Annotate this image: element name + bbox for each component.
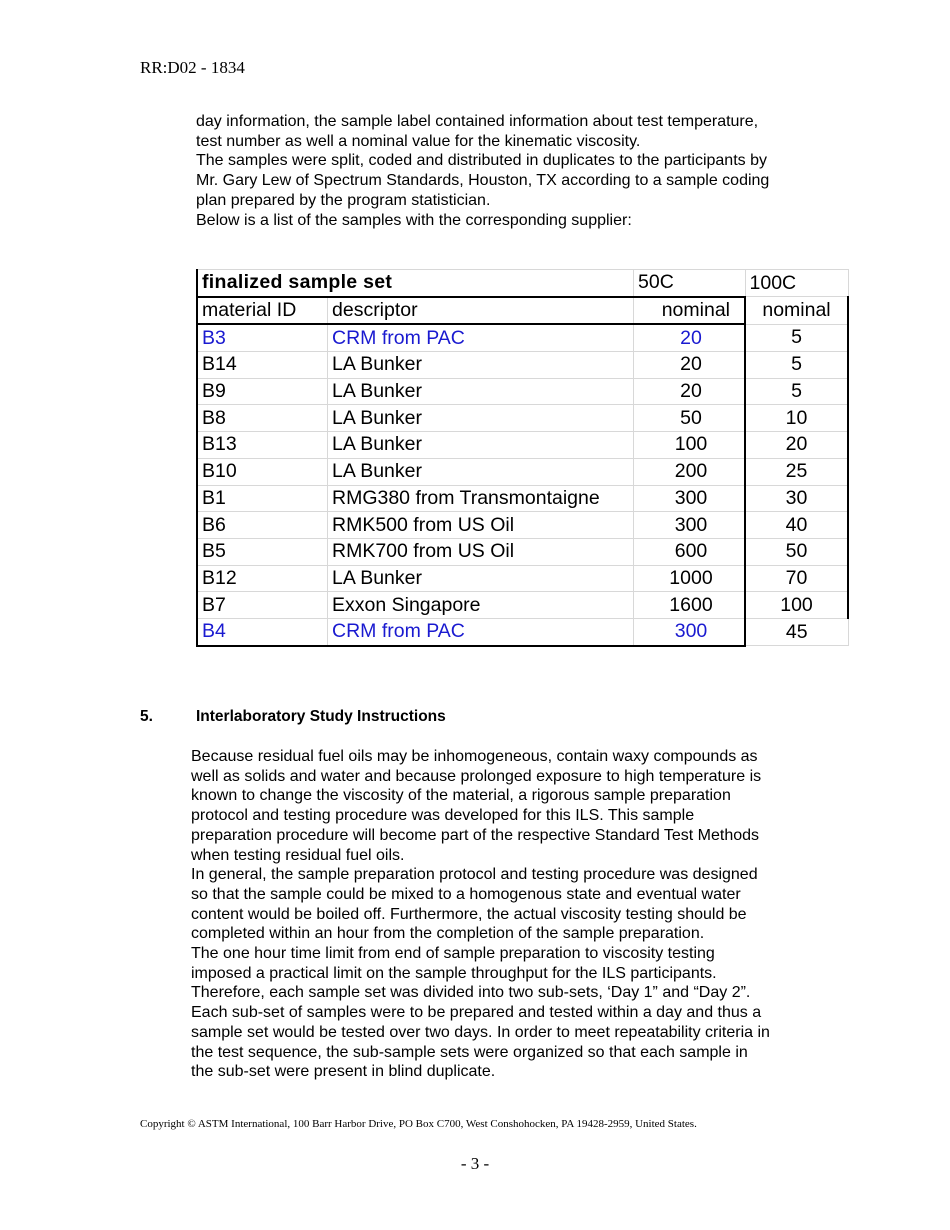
nominal-50c-cell: 300 <box>634 512 746 539</box>
section-title: Interlaboratory Study Instructions <box>196 708 446 725</box>
table-title: finalized sample set <box>197 270 634 297</box>
text-line: well as solids and water and because prolonged exposure to high temperature is <box>191 767 762 785</box>
material-id-cell: B12 <box>197 565 328 592</box>
descriptor-cell: RMK700 from US Oil <box>328 538 634 565</box>
table-title-row <box>197 270 848 297</box>
text-line: Mr. Gary Lew of Spectrum Standards, Houston, TX according to a sample coding <box>196 172 770 190</box>
text-line: Because residual fuel oils may be inhomogeneous, contain waxy compounds as <box>191 748 758 765</box>
nominal-100c-cell: 20 <box>745 432 848 459</box>
nominal-50c-cell: 1600 <box>634 592 746 619</box>
text-line: sample set would be tested over two days. In order to meet repeatability criteria in <box>191 1023 770 1041</box>
nominal-50c-cell: 100 <box>634 432 746 459</box>
nominal-50c-cell: 200 <box>634 458 746 485</box>
col-nominal-50: nominal <box>634 297 746 325</box>
descriptor-cell: RMG380 from Transmontaigne <box>328 485 634 512</box>
page-number: - 3 - <box>460 1154 490 1173</box>
material-id-cell: B13 <box>197 432 328 459</box>
material-id-cell: B7 <box>197 592 328 619</box>
temp-100c-header: 100C <box>745 270 848 297</box>
material-id-cell: B4 <box>197 618 328 645</box>
text-line: Each sub-set of samples were to be prepared and tested within a day and thus a <box>191 1004 762 1022</box>
table-row <box>197 618 848 645</box>
material-id-cell: B3 <box>197 324 328 351</box>
col-nominal-100: nominal <box>745 297 848 325</box>
table-row <box>197 378 848 405</box>
table-row <box>197 324 848 351</box>
nominal-100c-cell: 70 <box>745 565 848 592</box>
table-row <box>197 458 848 485</box>
material-id-cell: B9 <box>197 378 328 405</box>
text-line: plan prepared by the program statistician. <box>196 191 491 209</box>
nominal-100c-cell: 40 <box>745 512 848 539</box>
nominal-100c-cell: 5 <box>745 352 848 379</box>
descriptor-cell: LA Bunker <box>328 565 634 592</box>
text-line: Below is a list of the samples with the corresponding supplier: <box>196 211 632 229</box>
table-row <box>197 538 848 565</box>
text-line: Therefore, each sample set was divided into two sub-sets, ‘Day 1” and “Day 2”. <box>191 984 751 1002</box>
nominal-50c-cell: 300 <box>634 618 746 645</box>
col-descriptor: descriptor <box>328 297 634 325</box>
descriptor-cell: LA Bunker <box>328 352 634 379</box>
nominal-100c-cell: 100 <box>745 592 848 619</box>
descriptor-cell: CRM from PAC <box>328 324 634 351</box>
intro-paragraph <box>196 112 769 230</box>
sample-table <box>196 269 849 647</box>
nominal-50c-cell: 1000 <box>634 565 746 592</box>
descriptor-cell: LA Bunker <box>328 458 634 485</box>
text-line: preparation procedure will become part of the respective Standard Test Methods <box>191 826 760 844</box>
running-header: RR:D02 - 1834 <box>140 58 245 77</box>
material-id-cell: B14 <box>197 352 328 379</box>
material-id-cell: B5 <box>197 538 328 565</box>
text-line: The samples were split, coded and distributed in duplicates to the participants by <box>196 152 767 170</box>
text-line: test number as well a nominal value for the kinematic viscosity. <box>196 132 641 150</box>
text-line: In general, the sample preparation protocol and testing procedure was designed <box>191 866 758 884</box>
text-line: known to change the viscosity of the material, a rigorous sample preparation <box>191 787 731 805</box>
descriptor-cell: LA Bunker <box>328 432 634 459</box>
nominal-100c-cell: 5 <box>745 324 848 351</box>
table-row <box>197 432 848 459</box>
nominal-100c-cell: 10 <box>745 405 848 432</box>
copyright-footer: Copyright © ASTM International, 100 Barr Harbor Drive, PO Box C700, West Conshohocken, PA 19428-2959, United States. <box>140 1118 697 1130</box>
nominal-50c-cell: 20 <box>634 378 746 405</box>
text-line: the sub-set were present in blind duplicate. <box>191 1063 496 1081</box>
temp-50c-header: 50C <box>634 270 746 297</box>
table-row <box>197 352 848 379</box>
nominal-100c-cell: 45 <box>745 618 848 645</box>
text-line: so that the sample could be mixed to a homogenous state and eventual water <box>191 885 741 903</box>
material-id-cell: B10 <box>197 458 328 485</box>
section-number: 5. <box>140 708 153 725</box>
text-line: protocol and testing procedure was developed for this ILS. This sample <box>191 807 695 825</box>
column-header-row <box>197 297 848 325</box>
material-id-cell: B1 <box>197 485 328 512</box>
descriptor-cell: LA Bunker <box>328 405 634 432</box>
text-line: completed within an hour from the completion of the sample preparation. <box>191 925 705 943</box>
nominal-50c-cell: 20 <box>634 352 746 379</box>
material-id-cell: B6 <box>197 512 328 539</box>
descriptor-cell: LA Bunker <box>328 378 634 405</box>
descriptor-cell: RMK500 from US Oil <box>328 512 634 539</box>
descriptor-cell: Exxon Singapore <box>328 592 634 619</box>
material-id-cell: B8 <box>197 405 328 432</box>
nominal-100c-cell: 50 <box>745 538 848 565</box>
nominal-50c-cell: 600 <box>634 538 746 565</box>
text-line: the test sequence, the sub-sample sets were organized so that each sample in <box>191 1043 748 1061</box>
table-row <box>197 405 848 432</box>
text-line: imposed a practical limit on the sample throughput for the ILS participants. <box>191 964 717 982</box>
body-paragraph <box>191 747 770 1082</box>
nominal-100c-cell: 25 <box>745 458 848 485</box>
text-line: when testing residual fuel oils. <box>191 846 405 864</box>
table-row <box>197 565 848 592</box>
descriptor-cell: CRM from PAC <box>328 618 634 645</box>
table-row <box>197 512 848 539</box>
text-line: The one hour time limit from end of sample preparation to viscosity testing <box>191 945 715 963</box>
table-row <box>197 485 848 512</box>
nominal-100c-cell: 30 <box>745 485 848 512</box>
nominal-50c-cell: 20 <box>634 324 746 351</box>
text-line: content would be boiled off. Furthermore, the actual viscosity testing should be <box>191 905 747 923</box>
nominal-100c-cell: 5 <box>745 378 848 405</box>
col-material-id: material ID <box>197 297 328 325</box>
nominal-50c-cell: 50 <box>634 405 746 432</box>
nominal-50c-cell: 300 <box>634 485 746 512</box>
table-row <box>197 592 848 619</box>
text-line: day information, the sample label contained information about test temperature, <box>196 113 759 130</box>
